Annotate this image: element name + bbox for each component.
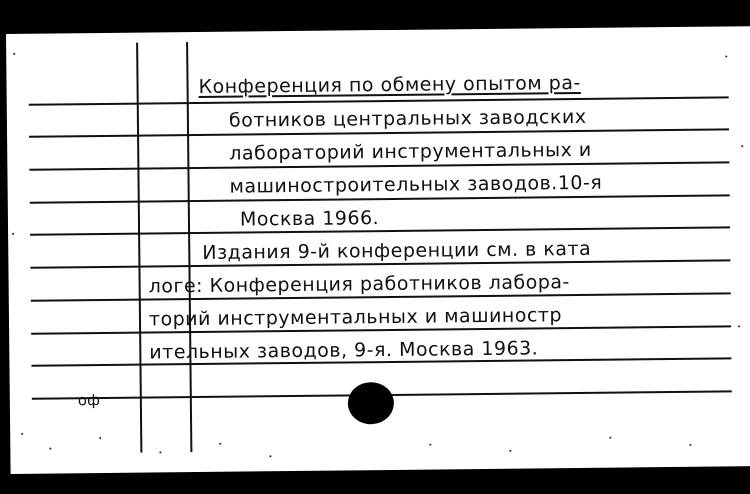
card-text-line-9: ительных заводов, 9-я. Москва 1963. xyxy=(149,337,539,364)
card-text-line-1: Конференция по обмену опытом ра- xyxy=(198,71,581,98)
punch-hole xyxy=(348,382,394,424)
catalog-card xyxy=(6,26,750,474)
card-text-line-7: логе: Конференция работников лабора- xyxy=(148,271,570,298)
card-text-line-2: ботников центральных заводских xyxy=(228,105,587,132)
card-text-line-8: торий инструментальных и машиностр xyxy=(148,304,563,331)
ruled-line xyxy=(29,96,729,105)
ruled-line xyxy=(30,226,730,235)
margin-mark: оф xyxy=(77,391,100,410)
card-text-line-3: лабораторий инструментальных и xyxy=(229,138,592,165)
card-text-line-5: Москва 1966. xyxy=(239,207,380,231)
card-text-line-6: Издания 9-й конференции см. в ката xyxy=(202,237,592,264)
card-text-line-4: машиностроительных заводов.10-я xyxy=(229,171,603,198)
